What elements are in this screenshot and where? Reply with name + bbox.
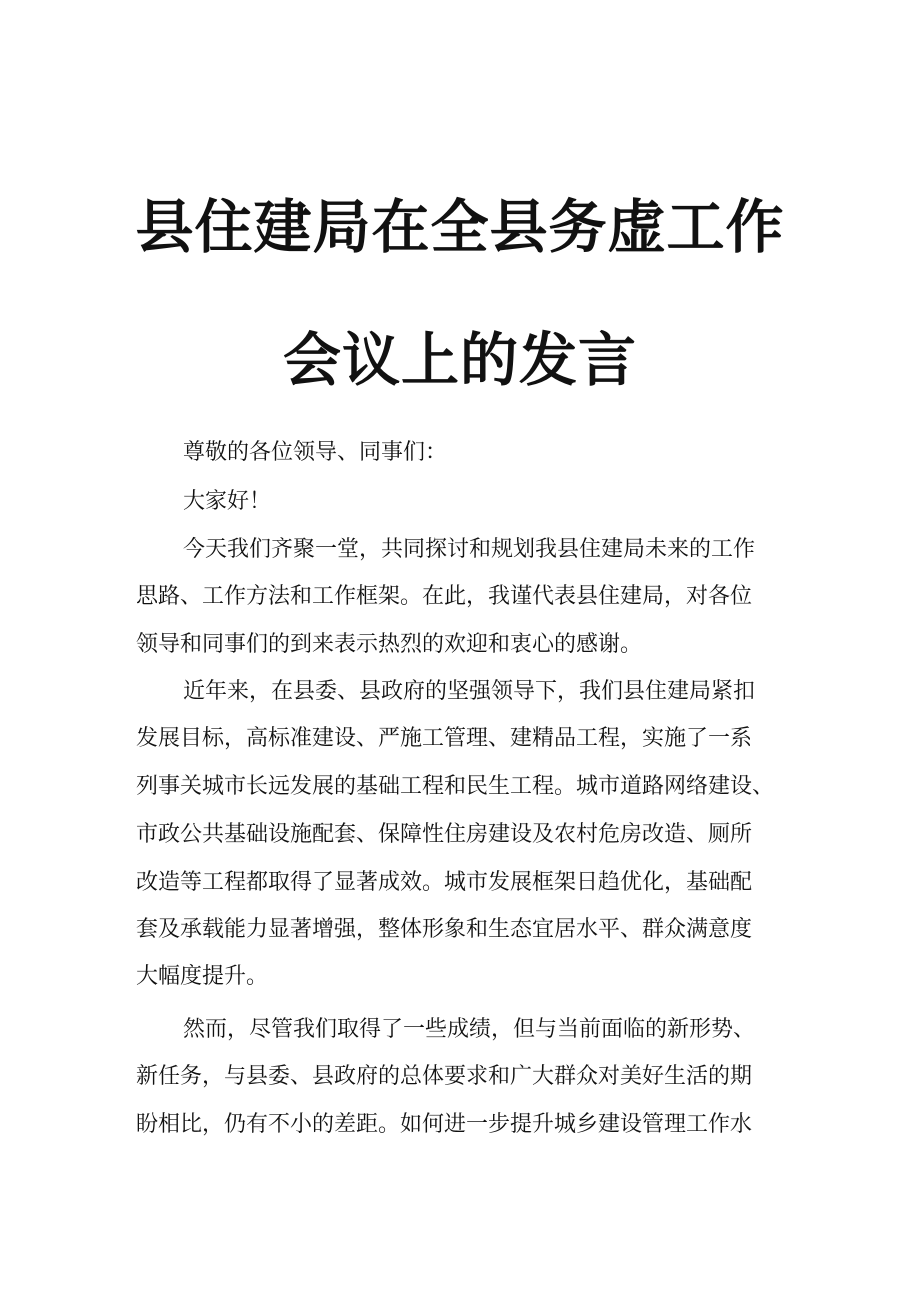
paragraph-1-line-2: 思路、工作方法和工作框架。在此，我谨代表县住建局，对各位 [136,584,753,609]
paragraph-2-line-6: 套及承载能力显著增强，整体形象和生态宜居水平、群众满意度 [136,917,753,942]
paragraph-3-line-3: 盼相比，仍有不小的差距。如何进一步提升城乡建设管理工作水 [136,1112,753,1137]
document-title-line-2: 会议上的发言 [282,326,637,394]
paragraph-2-line-2: 发展目标，高标准建设、严施工管理、建精品工程，实施了一系 [136,726,753,751]
paragraph-2-line-7: 大幅度提升。 [136,964,269,989]
paragraph-2-line-4: 市政公共基础设施配套、保障性住房建设及农村危房改造、厕所 [136,822,753,847]
paragraph-2-line-3: 列事关城市长远发展的基础工程和民生工程。城市道路网络建设、 [136,774,775,799]
document-title-line-1: 县住建局在全县务虚工作 [135,193,785,261]
paragraph-1-line-3: 领导和同事们的到来表示热烈的欢迎和衷心的感谢。 [136,632,643,657]
paragraph-3-line-1: 然而，尽管我们取得了一些成绩，但与当前面临的新形势、 [183,1017,756,1042]
paragraph-1-line-1: 今天我们齐聚一堂，共同探讨和规划我县住建局未来的工作 [183,537,756,562]
paragraph-3-line-2: 新任务，与县委、县政府的总体要求和广大群众对美好生活的期 [136,1064,753,1089]
paragraph-2-line-5: 改造等工程都取得了显著成效。城市发展框架日趋优化，基础配 [136,870,753,895]
paragraph-2-line-1: 近年来，在县委、县政府的坚强领导下，我们县住建局紧扣 [183,679,756,704]
greeting: 大家好！ [183,489,272,514]
salutation: 尊敬的各位领导、同事们： [183,440,448,465]
